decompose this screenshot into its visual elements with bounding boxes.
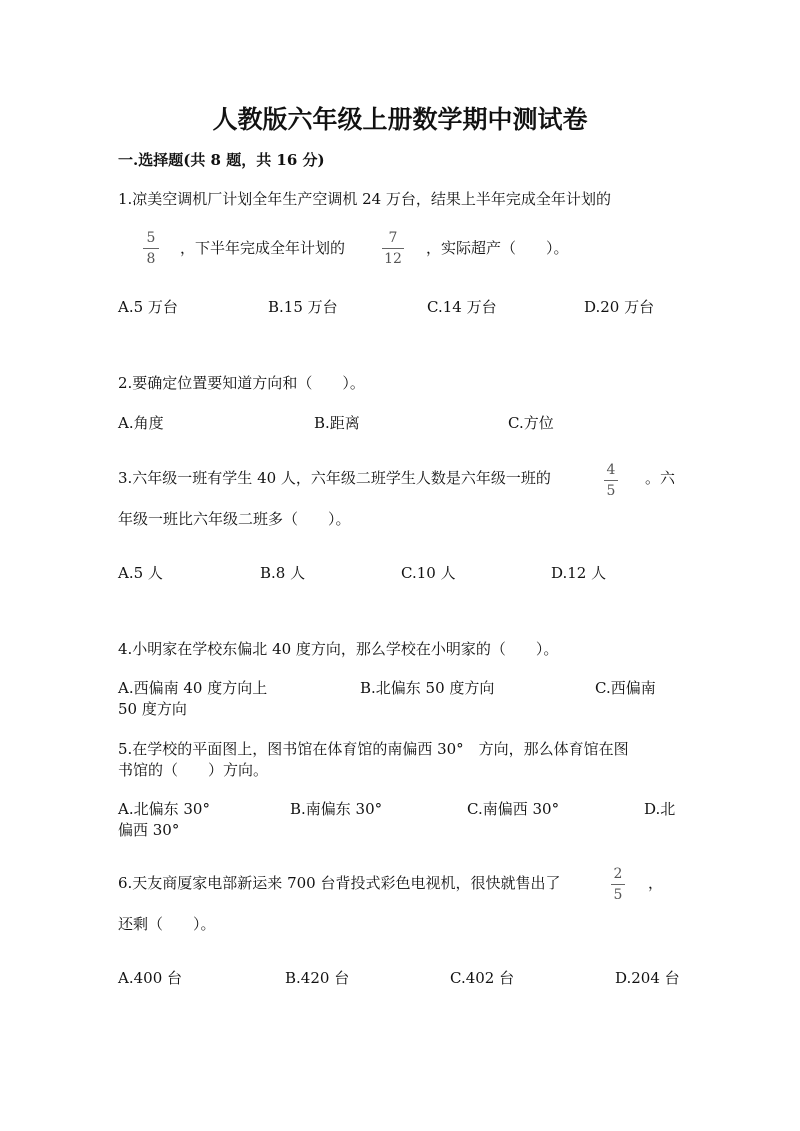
question-5-option-d-cont: 偏西 30° bbox=[118, 821, 180, 839]
question-3-option-b[interactable]: B.8 人 bbox=[260, 564, 306, 582]
section-heading: 一.选择题(共 8 题，共 16 分) bbox=[118, 151, 325, 169]
question-1-text: 1.凉美空调机厂计划全年生产空调机 24 万台，结果上半年完成全年计划的 bbox=[118, 190, 611, 208]
question-4-option-c-cont: 50 度方向 bbox=[118, 700, 187, 718]
question-6-text-line-2: 还剩（ ）。 bbox=[118, 915, 216, 933]
question-5-option-b[interactable]: B.南偏东 30° bbox=[290, 800, 383, 818]
question-1-fraction-2: 7 12 bbox=[382, 230, 404, 267]
question-1-text-mid: ，下半年完成全年计划的 bbox=[180, 239, 346, 257]
question-5-option-a[interactable]: A.北偏东 30° bbox=[118, 800, 210, 818]
question-5-text: 5.在学校的平面图上，图书馆在体育馆的南偏西 30° 方向，那么体育馆在图 bbox=[118, 740, 629, 758]
question-6-fraction: 2 5 bbox=[611, 866, 625, 903]
question-1-text-end: ，实际超产（ ）。 bbox=[426, 239, 569, 257]
question-2-option-b[interactable]: B.距离 bbox=[314, 414, 360, 432]
question-5-text-line-2: 书馆的（ ）方向。 bbox=[118, 761, 269, 779]
question-3-text: 3.六年级一班有学生 40 人，六年级二班学生人数是六年级一班的 bbox=[118, 469, 551, 487]
question-2-option-c[interactable]: C.方位 bbox=[508, 414, 554, 432]
question-4-option-b[interactable]: B.北偏东 50 度方向 bbox=[360, 679, 495, 697]
question-2-option-a[interactable]: A.角度 bbox=[118, 414, 164, 432]
question-1-option-c[interactable]: C.14 万台 bbox=[427, 298, 497, 316]
question-3-text-end: 。六 bbox=[645, 469, 676, 487]
page-title: 人教版六年级上册数学期中测试卷 bbox=[212, 105, 588, 134]
question-2-text: 2.要确定位置要知道方向和（ ）。 bbox=[118, 374, 365, 392]
question-4-option-c[interactable]: C.西偏南 bbox=[595, 679, 656, 697]
question-6-text-end: ， bbox=[648, 874, 664, 892]
question-3-text-line-2: 年级一班比六年级二班多（ ）。 bbox=[118, 510, 351, 528]
question-4-option-a[interactable]: A.西偏南 40 度方向上 bbox=[118, 679, 268, 697]
question-6-option-a[interactable]: A.400 台 bbox=[118, 969, 182, 987]
question-5-option-d[interactable]: D.北 bbox=[644, 800, 676, 818]
question-1-option-a[interactable]: A.5 万台 bbox=[118, 298, 178, 316]
question-4-text: 4.小明家在学校东偏北 40 度方向，那么学校在小明家的（ ）。 bbox=[118, 640, 559, 658]
question-1-option-d[interactable]: D.20 万台 bbox=[584, 298, 655, 316]
question-3-option-c[interactable]: C.10 人 bbox=[401, 564, 456, 582]
question-6-option-c[interactable]: C.402 台 bbox=[450, 969, 515, 987]
question-3-option-d[interactable]: D.12 人 bbox=[551, 564, 607, 582]
question-5-option-c[interactable]: C.南偏西 30° bbox=[467, 800, 560, 818]
question-6-option-b[interactable]: B.420 台 bbox=[285, 969, 350, 987]
question-3-fraction: 4 5 bbox=[604, 462, 618, 499]
question-6-option-d[interactable]: D.204 台 bbox=[615, 969, 680, 987]
question-1-fraction-1: 5 8 bbox=[143, 230, 159, 267]
question-6-text: 6.天友商厦家电部新运来 700 台背投式彩色电视机，很快就售出了 bbox=[118, 874, 561, 892]
question-3-option-a[interactable]: A.5 人 bbox=[118, 564, 163, 582]
question-1-option-b[interactable]: B.15 万台 bbox=[268, 298, 338, 316]
